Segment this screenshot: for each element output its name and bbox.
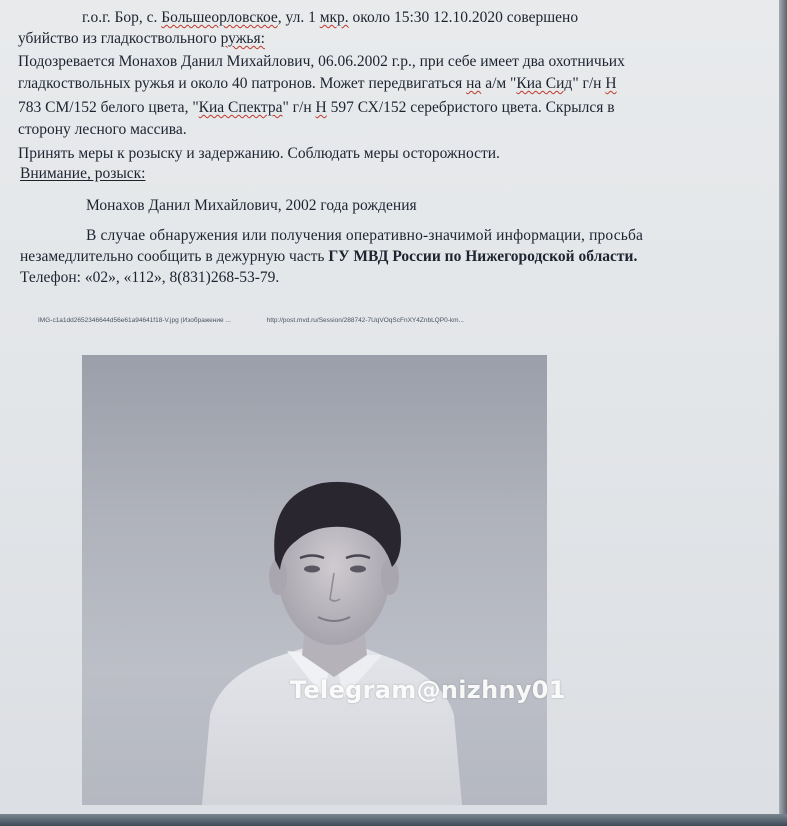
notice-text: около 15:30 12.10.2020 совершено [348, 9, 579, 26]
plate-letter: Н [315, 99, 327, 116]
village-name: Большеорловское [161, 9, 278, 26]
appeal-line-3: Телефон: «02», «112», 8(831)268-53-79. [20, 269, 280, 286]
car-model-2: Киа Спектра [198, 99, 283, 116]
source-file-name: IMG-c1a1dd2652346644d56e61a94641f18-V.jpg (Изображение ... [38, 317, 231, 324]
suspect-photo [82, 355, 547, 805]
notice-line-6: сторону лесного массива. [18, 121, 187, 138]
notice-line-2 [18, 29, 265, 49]
notice-text: " г/н [572, 75, 606, 92]
notice-line-7: Принять меры к розыску и задержанию. Соблюдать меры осторожности. [18, 145, 500, 162]
notice-line-5 [18, 98, 615, 118]
person-caption: Монахов Данил Михайлович, 2002 года рождения [86, 197, 417, 214]
source-urls [38, 317, 498, 324]
notice-text: , ул. 1 [277, 9, 320, 26]
notice-text: убийство из гладкоствольного [18, 30, 221, 47]
notice-text: на [466, 75, 482, 92]
notice-line-3: Подозревается Монахов Данил Михайлович, 06.06.2002 г.р., при себе имеет два охотничьих [18, 53, 625, 70]
notice-text: " г/н [282, 99, 316, 116]
car-model-1: Киа Сид [516, 75, 573, 92]
screen-bezel [0, 814, 787, 826]
notice-text: гладкоствольных ружья и около 40 патронов. Может передвигаться [18, 75, 467, 92]
screen-edge [779, 0, 787, 826]
plate-letter: Н [605, 75, 617, 92]
police-department: ГУ МВД России по Нижегородской области. [328, 248, 638, 265]
notice-line-1 [82, 8, 578, 28]
telegram-watermark: Telegram@nizhny01 [290, 676, 566, 704]
notice-text: г.о.г. Бор, с. [82, 9, 162, 26]
appeal-line-1: В случае обнаружения или получения оперативно-значимой информации, просьба [86, 227, 644, 244]
source-link: http://post.mvd.ru/Session/288742-7UqVOqScFnXY4ZnbLQP0-km... [266, 317, 464, 324]
appeal-text: незамедлительно сообщить в дежурную часть [20, 248, 329, 265]
notice-text: а/м " [481, 75, 517, 92]
portrait-illustration [82, 355, 547, 805]
appeal-line-2 [20, 247, 637, 267]
notice-line-4 [18, 74, 617, 94]
weapon-word: ружья: [220, 30, 265, 47]
district-abbr: мкр. [319, 9, 349, 26]
notice-text: 783 СМ/152 белого цвета, " [18, 99, 199, 116]
wanted-heading: Внимание, розыск: [20, 165, 146, 182]
notice-text: 597 СХ/152 серебристого цвета. Скрылся в [326, 99, 615, 116]
